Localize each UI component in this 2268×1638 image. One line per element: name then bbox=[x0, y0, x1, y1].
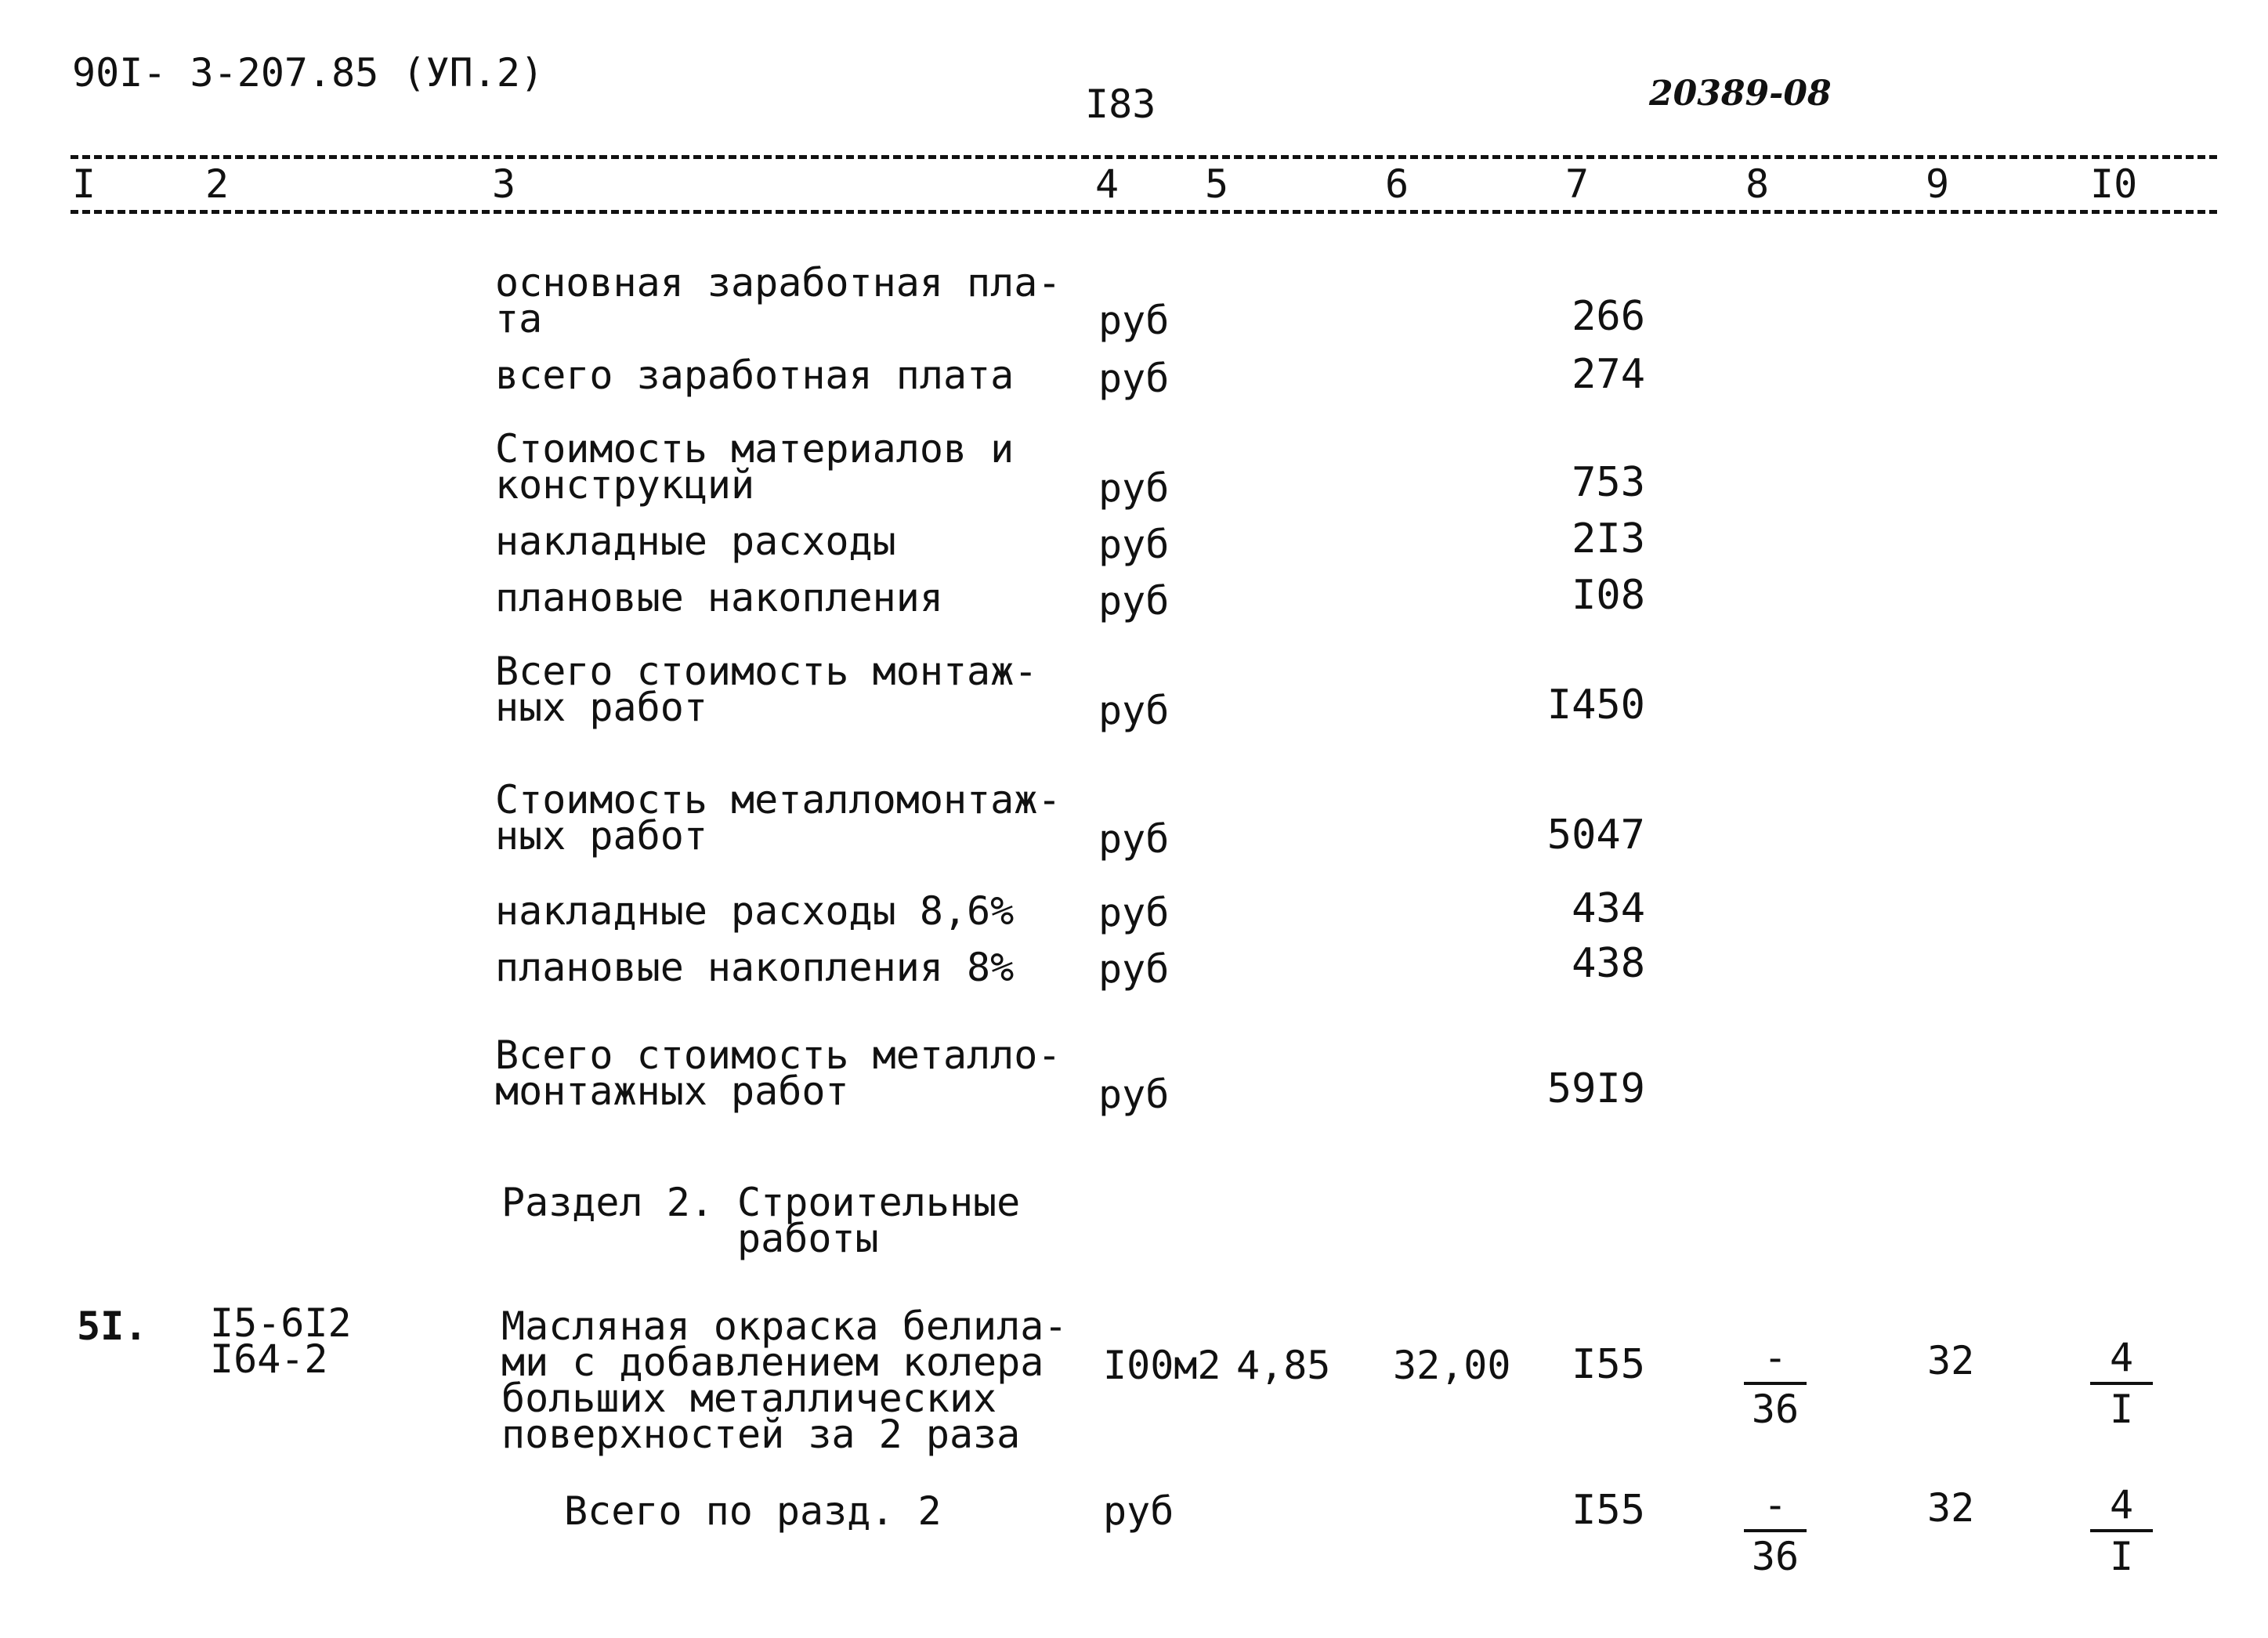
col-header-7: 7 bbox=[1565, 161, 1590, 207]
row-unit: руб bbox=[1098, 298, 1170, 343]
fraction-denominator: I bbox=[2109, 1534, 2134, 1579]
col-header-3: 3 bbox=[492, 161, 516, 207]
row-unit: руб bbox=[1098, 578, 1170, 624]
row-description: плановые накопления 8% bbox=[495, 945, 1015, 990]
item-total: I55 bbox=[1572, 1341, 1645, 1388]
row-unit: руб bbox=[1098, 465, 1170, 511]
header-rule-bottom bbox=[71, 210, 2217, 214]
item-col8-fraction bbox=[1744, 1335, 1807, 1432]
row-value-col7: 274 bbox=[1572, 351, 1645, 398]
header-rule-top bbox=[71, 155, 2217, 159]
item-number: 5I. bbox=[77, 1304, 148, 1349]
item-description: Масляная окраска белила- ми с добавлением колера больших металлических поверхностей за 2 раза bbox=[501, 1304, 1068, 1457]
col-header-6: 6 bbox=[1385, 161, 1409, 207]
row-value-col7: 753 bbox=[1572, 459, 1645, 506]
fraction-bar bbox=[1744, 1529, 1807, 1532]
fraction-bar bbox=[2090, 1529, 2153, 1532]
col-header-9: 9 bbox=[1926, 161, 1950, 207]
item-unit: I00м2 bbox=[1103, 1343, 1221, 1388]
fraction-denominator: I bbox=[2109, 1387, 2134, 1432]
total-col8-fraction bbox=[1744, 1482, 1807, 1579]
item-code: I5-6I2 I64-2 bbox=[210, 1300, 352, 1382]
row-unit: руб bbox=[1098, 890, 1170, 935]
section-total-unit: руб bbox=[1103, 1488, 1174, 1534]
col-header-5: 5 bbox=[1205, 161, 1229, 207]
row-unit: руб bbox=[1098, 688, 1170, 733]
row-description: всего заработная плата bbox=[495, 353, 1015, 398]
item-col9: 32 bbox=[1927, 1338, 1975, 1383]
row-value-col7: 5047 bbox=[1546, 812, 1645, 859]
row-value-col7: I450 bbox=[1546, 682, 1645, 729]
row-description: Стоимость материалов и конструкций bbox=[495, 426, 1015, 508]
section-heading: Раздел 2. Строительные работы bbox=[501, 1180, 1021, 1261]
fraction-numerator: - bbox=[1763, 1335, 1788, 1380]
row-value-col7: I08 bbox=[1572, 572, 1645, 619]
fraction-bar bbox=[2090, 1382, 2153, 1385]
fraction-numerator: - bbox=[1763, 1482, 1788, 1528]
row-description: накладные расходы bbox=[495, 519, 896, 564]
fraction-bar bbox=[1744, 1382, 1807, 1385]
total-col9: 32 bbox=[1927, 1485, 1975, 1531]
item-quantity: 4,85 bbox=[1236, 1343, 1331, 1388]
fraction-numerator: 4 bbox=[2109, 1335, 2134, 1380]
row-unit: руб bbox=[1098, 522, 1170, 567]
row-unit: руб bbox=[1098, 1072, 1170, 1117]
row-description: накладные расходы 8,6% bbox=[495, 888, 1015, 934]
row-description: плановые накопления bbox=[495, 575, 943, 620]
row-value-col7: 2I3 bbox=[1572, 515, 1645, 562]
fraction-denominator: 36 bbox=[1751, 1534, 1800, 1579]
fraction-denominator: 36 bbox=[1751, 1387, 1800, 1432]
row-description: Стоимость металломонтаж- ных работ bbox=[495, 777, 1062, 859]
row-unit: руб bbox=[1098, 816, 1170, 862]
row-description: Всего стоимость монтаж- ных работ bbox=[495, 649, 1038, 730]
item-col10-fraction bbox=[2090, 1335, 2153, 1432]
doc-code: 90I- 3-207.85 (УП.2) bbox=[72, 50, 544, 96]
col-header-2: 2 bbox=[205, 161, 230, 207]
fraction-numerator: 4 bbox=[2109, 1482, 2134, 1528]
row-value-col7: 266 bbox=[1572, 293, 1645, 340]
handwritten-code: 20389-08 bbox=[1649, 74, 1832, 114]
total-col10-fraction bbox=[2090, 1482, 2153, 1579]
item-unit-price: 32,00 bbox=[1393, 1343, 1511, 1388]
section-total-label: Всего по разд. 2 bbox=[564, 1488, 942, 1534]
row-value-col7: 438 bbox=[1572, 940, 1645, 987]
col-header-8: 8 bbox=[1745, 161, 1770, 207]
row-unit: руб bbox=[1098, 946, 1170, 992]
row-unit: руб bbox=[1098, 356, 1170, 401]
col-header-4: 4 bbox=[1095, 161, 1120, 207]
page-number: I83 bbox=[1085, 81, 1156, 127]
row-value-col7: 59I9 bbox=[1546, 1065, 1645, 1112]
col-header-10: I0 bbox=[2090, 161, 2138, 207]
row-description: основная заработная пла- та bbox=[495, 260, 1062, 342]
row-value-col7: 434 bbox=[1572, 885, 1645, 932]
section-total-value: I55 bbox=[1572, 1487, 1645, 1534]
row-description: Всего стоимость металло- монтажных работ bbox=[495, 1032, 1062, 1114]
col-header-1: I bbox=[72, 161, 96, 207]
